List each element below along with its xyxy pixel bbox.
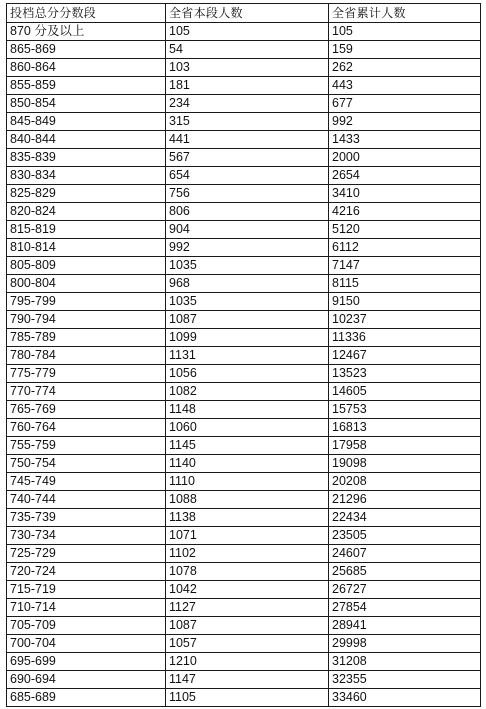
segment-count-cell: 1035 <box>166 257 329 275</box>
cumulative-count-cell: 28941 <box>329 617 481 635</box>
segment-count-cell: 992 <box>166 239 329 257</box>
cumulative-count-cell: 3410 <box>329 185 481 203</box>
cumulative-count-cell: 2654 <box>329 167 481 185</box>
cumulative-count-cell: 26727 <box>329 581 481 599</box>
score-range-cell: 715-719 <box>7 581 166 599</box>
table-row <box>7 239 481 257</box>
table-row <box>7 455 481 473</box>
cumulative-count-cell: 262 <box>329 59 481 77</box>
score-range-cell: 830-834 <box>7 167 166 185</box>
table-row <box>7 293 481 311</box>
table-row <box>7 581 481 599</box>
cumulative-count-cell: 24607 <box>329 545 481 563</box>
score-range-cell: 730-734 <box>7 527 166 545</box>
cumulative-count-cell: 4216 <box>329 203 481 221</box>
table-row <box>7 419 481 437</box>
table-row <box>7 689 481 707</box>
score-range-cell: 850-854 <box>7 95 166 113</box>
cumulative-count-cell: 10237 <box>329 311 481 329</box>
score-range-cell: 705-709 <box>7 617 166 635</box>
score-range-cell: 780-784 <box>7 347 166 365</box>
segment-count-cell: 1078 <box>166 563 329 581</box>
table-body <box>7 23 481 707</box>
score-range-cell: 810-814 <box>7 239 166 257</box>
table-row <box>7 365 481 383</box>
score-range-cell: 825-829 <box>7 185 166 203</box>
score-range-cell: 755-759 <box>7 437 166 455</box>
table-row <box>7 167 481 185</box>
cumulative-count-cell: 29998 <box>329 635 481 653</box>
score-distribution-table <box>6 3 481 707</box>
segment-count-cell: 1105 <box>166 689 329 707</box>
score-range-cell: 800-804 <box>7 275 166 293</box>
cumulative-count-cell: 16813 <box>329 419 481 437</box>
cumulative-count-cell: 31208 <box>329 653 481 671</box>
table-row <box>7 329 481 347</box>
segment-count-cell: 105 <box>166 23 329 41</box>
cumulative-count-cell: 6112 <box>329 239 481 257</box>
score-range-cell: 690-694 <box>7 671 166 689</box>
segment-count-cell: 315 <box>166 113 329 131</box>
score-range-cell: 870 分及以上 <box>7 23 166 41</box>
table-row <box>7 77 481 95</box>
table-row <box>7 113 481 131</box>
cumulative-count-cell: 13523 <box>329 365 481 383</box>
score-range-cell: 865-869 <box>7 41 166 59</box>
segment-count-cell: 1110 <box>166 473 329 491</box>
score-range-cell: 860-864 <box>7 59 166 77</box>
cumulative-count-cell: 1433 <box>329 131 481 149</box>
cumulative-count-cell: 14605 <box>329 383 481 401</box>
table-row <box>7 437 481 455</box>
cumulative-count-cell: 677 <box>329 95 481 113</box>
score-range-cell: 845-849 <box>7 113 166 131</box>
segment-count-cell: 1099 <box>166 329 329 347</box>
cumulative-count-cell: 5120 <box>329 221 481 239</box>
segment-count-cell: 54 <box>166 41 329 59</box>
segment-count-cell: 1102 <box>166 545 329 563</box>
table-row <box>7 347 481 365</box>
score-range-cell: 805-809 <box>7 257 166 275</box>
segment-count-cell: 904 <box>166 221 329 239</box>
segment-count-cell: 181 <box>166 77 329 95</box>
segment-count-cell: 1127 <box>166 599 329 617</box>
table-row <box>7 131 481 149</box>
table-row <box>7 185 481 203</box>
table-row <box>7 653 481 671</box>
cumulative-count-cell: 15753 <box>329 401 481 419</box>
segment-count-cell: 1071 <box>166 527 329 545</box>
score-range-cell: 760-764 <box>7 419 166 437</box>
score-range-cell: 745-749 <box>7 473 166 491</box>
segment-count-cell: 806 <box>166 203 329 221</box>
table-row <box>7 545 481 563</box>
score-range-cell: 700-704 <box>7 635 166 653</box>
score-range-cell: 770-774 <box>7 383 166 401</box>
table-row <box>7 221 481 239</box>
cumulative-count-cell: 25685 <box>329 563 481 581</box>
segment-count-cell: 1056 <box>166 365 329 383</box>
score-range-cell: 750-754 <box>7 455 166 473</box>
cumulative-count-cell: 159 <box>329 41 481 59</box>
score-range-cell: 685-689 <box>7 689 166 707</box>
segment-count-cell: 1082 <box>166 383 329 401</box>
segment-count-cell: 234 <box>166 95 329 113</box>
cumulative-count-cell: 992 <box>329 113 481 131</box>
score-range-cell: 820-824 <box>7 203 166 221</box>
header-score-range: 投档总分分数段 <box>7 4 166 23</box>
segment-count-cell: 1145 <box>166 437 329 455</box>
segment-count-cell: 1138 <box>166 509 329 527</box>
table-row <box>7 257 481 275</box>
score-range-cell: 795-799 <box>7 293 166 311</box>
table-row <box>7 617 481 635</box>
cumulative-count-cell: 27854 <box>329 599 481 617</box>
segment-count-cell: 968 <box>166 275 329 293</box>
segment-count-cell: 654 <box>166 167 329 185</box>
segment-count-cell: 1147 <box>166 671 329 689</box>
score-range-cell: 710-714 <box>7 599 166 617</box>
segment-count-cell: 1035 <box>166 293 329 311</box>
segment-count-cell: 1088 <box>166 491 329 509</box>
table-row <box>7 311 481 329</box>
cumulative-count-cell: 22434 <box>329 509 481 527</box>
table-row <box>7 203 481 221</box>
segment-count-cell: 1140 <box>166 455 329 473</box>
cumulative-count-cell: 20208 <box>329 473 481 491</box>
segment-count-cell: 1057 <box>166 635 329 653</box>
score-range-cell: 720-724 <box>7 563 166 581</box>
score-range-cell: 785-789 <box>7 329 166 347</box>
table-row <box>7 491 481 509</box>
cumulative-count-cell: 9150 <box>329 293 481 311</box>
segment-count-cell: 1087 <box>166 617 329 635</box>
header-segment-count: 全省本段人数 <box>166 4 329 23</box>
score-range-cell: 835-839 <box>7 149 166 167</box>
cumulative-count-cell: 33460 <box>329 689 481 707</box>
cumulative-count-cell: 2000 <box>329 149 481 167</box>
cumulative-count-cell: 23505 <box>329 527 481 545</box>
cumulative-count-cell: 11336 <box>329 329 481 347</box>
score-range-cell: 735-739 <box>7 509 166 527</box>
score-range-cell: 765-769 <box>7 401 166 419</box>
table-row <box>7 599 481 617</box>
segment-count-cell: 1087 <box>166 311 329 329</box>
score-range-cell: 695-699 <box>7 653 166 671</box>
cumulative-count-cell: 32355 <box>329 671 481 689</box>
table-row <box>7 509 481 527</box>
score-range-cell: 840-844 <box>7 131 166 149</box>
cumulative-count-cell: 443 <box>329 77 481 95</box>
table-row <box>7 23 481 41</box>
cumulative-count-cell: 12467 <box>329 347 481 365</box>
segment-count-cell: 1060 <box>166 419 329 437</box>
table-row <box>7 473 481 491</box>
table-row <box>7 671 481 689</box>
segment-count-cell: 756 <box>166 185 329 203</box>
table-row <box>7 527 481 545</box>
segment-count-cell: 1131 <box>166 347 329 365</box>
segment-count-cell: 103 <box>166 59 329 77</box>
table-row <box>7 635 481 653</box>
cumulative-count-cell: 17958 <box>329 437 481 455</box>
table-row <box>7 563 481 581</box>
table-row <box>7 95 481 113</box>
cumulative-count-cell: 8115 <box>329 275 481 293</box>
segment-count-cell: 567 <box>166 149 329 167</box>
table-row <box>7 401 481 419</box>
table-row <box>7 41 481 59</box>
segment-count-cell: 1042 <box>166 581 329 599</box>
segment-count-cell: 1210 <box>166 653 329 671</box>
cumulative-count-cell: 105 <box>329 23 481 41</box>
segment-count-cell: 1148 <box>166 401 329 419</box>
score-range-cell: 815-819 <box>7 221 166 239</box>
table-row <box>7 383 481 401</box>
score-range-cell: 855-859 <box>7 77 166 95</box>
score-range-cell: 775-779 <box>7 365 166 383</box>
table-header-row <box>7 4 481 23</box>
table-row <box>7 149 481 167</box>
score-range-cell: 725-729 <box>7 545 166 563</box>
score-range-cell: 790-794 <box>7 311 166 329</box>
header-cumulative-count: 全省累计人数 <box>329 4 481 23</box>
cumulative-count-cell: 21296 <box>329 491 481 509</box>
cumulative-count-cell: 19098 <box>329 455 481 473</box>
table-row <box>7 59 481 77</box>
cumulative-count-cell: 7147 <box>329 257 481 275</box>
table-row <box>7 275 481 293</box>
segment-count-cell: 441 <box>166 131 329 149</box>
score-range-cell: 740-744 <box>7 491 166 509</box>
